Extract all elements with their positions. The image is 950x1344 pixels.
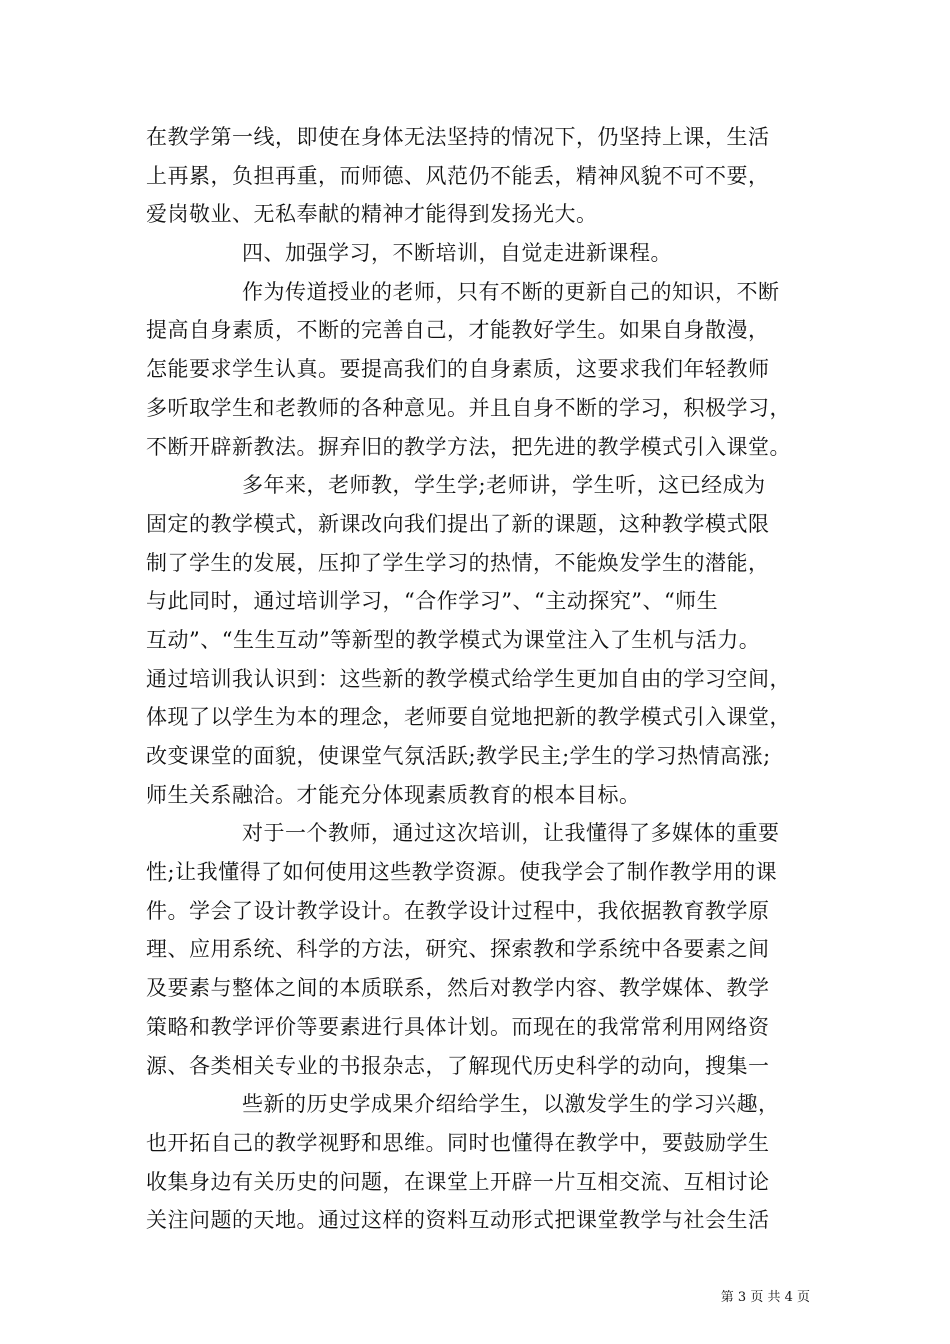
text-line: 也开拓自己的教学视野和思维。同时也懂得在教学中，要鼓励学生 — [146, 1130, 770, 1155]
text-line: 性;让我懂得了如何使用这些教学资源。使我学会了制作教学用的课 — [146, 860, 778, 885]
page-number-footer: 第 3 页 共 4 页 — [720, 1290, 810, 1305]
text-line: 固定的教学模式，新课改向我们提出了新的课题，这种教学模式限 — [146, 511, 770, 536]
text-line: 些新的历史学成果介绍给学生，以激发学生的学习兴趣， — [242, 1092, 780, 1117]
text-line: 互动”、“生生互动”等新型的教学模式为课堂注入了生机与活力。 — [146, 627, 761, 652]
text-line: 师生关系融洽。才能充分体现素质教育的根本目标。 — [146, 782, 641, 807]
text-line: 爱岗敬业、无私奉献的精神才能得到发扬光大。 — [146, 202, 598, 227]
text-line: 怎能要求学生认真。要提高我们的自身素质，这要求我们年轻教师 — [146, 357, 770, 382]
text-line: 体现了以学生为本的理念，老师要自觉地把新的教学模式引入课堂， — [146, 705, 791, 730]
text-line: 通过培训我认识到：这些新的教学模式给学生更加自由的学习空间， — [146, 666, 791, 691]
text-line: 提高自身素质，不断的完善自己，才能教好学生。如果自身散漫， — [146, 318, 770, 343]
text-line: 件。学会了设计教学设计。在教学设计过程中，我依据教育教学原 — [146, 898, 770, 923]
text-line: 制了学生的发展，压抑了学生学习的热情，不能焕发学生的潜能， — [146, 550, 770, 575]
text-line: 改变课堂的面貌，使课堂气氛活跃;教学民主;学生的学习热情高涨; — [146, 744, 771, 768]
text-line: 源、各类相关专业的书报杂志，了解现代历史科学的动向，搜集一 — [146, 1053, 770, 1078]
body-text — [146, 118, 836, 1240]
text-line: 多听取学生和老教师的各种意见。并且自身不断的学习，积极学习， — [146, 395, 791, 420]
text-line: 上再累，负担再重，而师德、风范仍不能丢，精神风貌不可不要， — [146, 163, 770, 188]
text-line: 及要素与整体之间的本质联系，然后对教学内容、教学媒体、教学 — [146, 976, 770, 1001]
text-line: 与此同时，通过培训学习，“合作学习”、“主动探究”、“师生 — [146, 589, 719, 614]
text-line: 多年来，老师教，学生学;老师讲，学生听，这已经成为 — [242, 473, 766, 498]
text-line: 作为传道授业的老师，只有不断的更新自己的知识，不断 — [242, 279, 780, 304]
section-heading: 四、加强学习，不断培训，自觉走进新课程。 — [242, 241, 672, 266]
text-line: 不断开辟新教法。摒弃旧的教学方法，把先进的教学模式引入课堂。 — [146, 434, 791, 459]
text-line: 在教学第一线，即使在身体无法坚持的情况下，仍坚持上课，生活 — [146, 125, 770, 149]
text-line: 理、应用系统、科学的方法，研究、探索教和学系统中各要素之间 — [146, 937, 770, 962]
text-line: 收集身边有关历史的问题，在课堂上开辟一片互相交流、互相讨论 — [146, 1169, 770, 1194]
text-line: 策略和教学评价等要素进行具体计划。而现在的我常常利用网络资 — [146, 1014, 770, 1039]
text-line: 关注问题的天地。通过这样的资料互动形式把课堂教学与社会生活 — [146, 1208, 770, 1233]
text-line: 对于一个教师，通过这次培训，让我懂得了多媒体的重要 — [242, 821, 780, 846]
